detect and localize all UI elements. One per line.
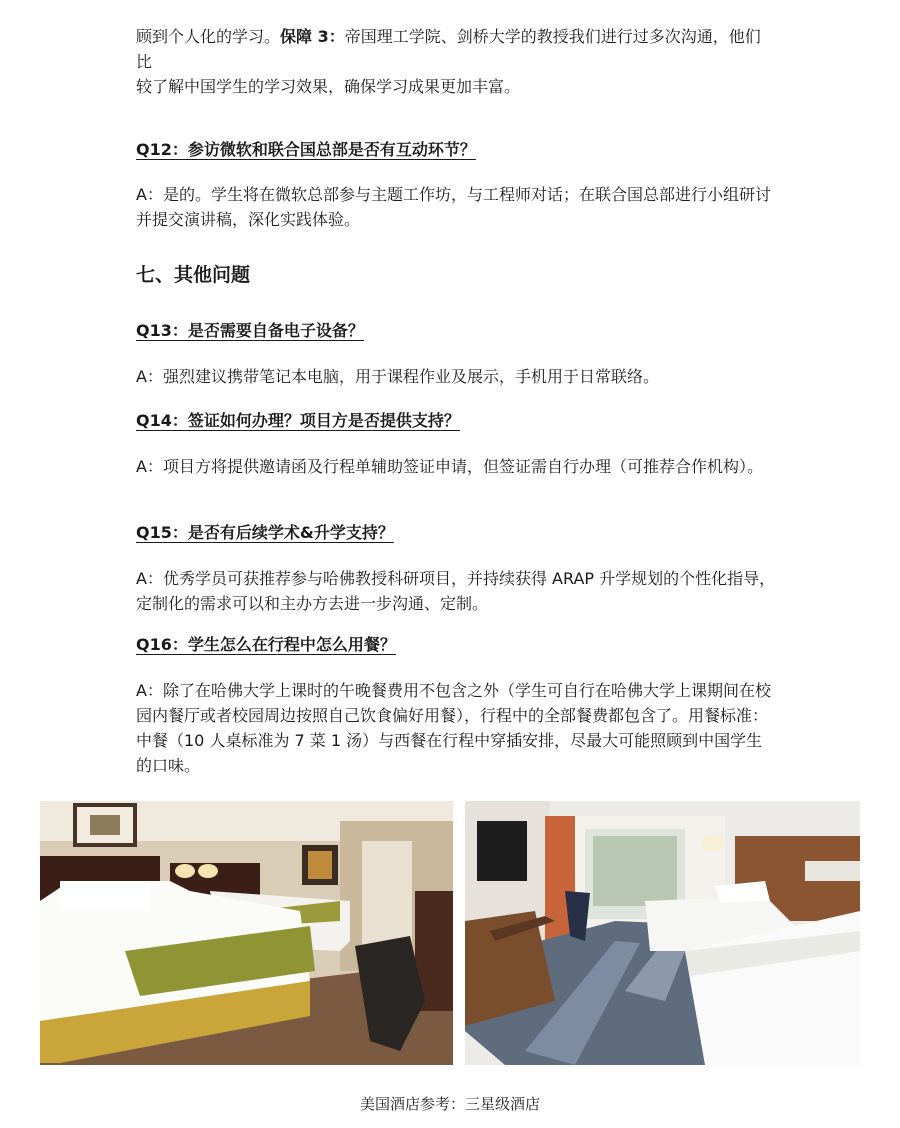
hotel-room-photo-1 — [40, 801, 453, 1065]
intro-text-start: 顾到个人化的学习。 — [136, 27, 281, 46]
q13-question: Q13：是否需要自备电子设备？ — [136, 321, 364, 340]
q15-answer: A：优秀学员可获推荐参与哈佛教授科研项目，并持续获得 ARAP 升学规划的个性化指导，定制化的需求可以和主办方去进一步沟通、定制。 — [136, 569, 776, 613]
intro-text-rest: 帝国理工学院、剑桥大学的教授我们进行过多次沟通，他们比 — [136, 27, 761, 71]
q13-answer: A：强烈建议携带笔记本电脑，用于课程作业及展示，手机用于日常联络。 — [136, 367, 659, 386]
image-caption: 美国酒店参考：三星级酒店 — [359, 1095, 540, 1113]
hotel-room-photo-2 — [465, 801, 860, 1065]
q16-answer: A：除了在哈佛大学上课时的午晚餐费用不包含之外（学生可自行在哈佛大学上课期间在校园内餐厅或者校园周边按照自己饮食偏好用餐），行程中的全部餐费都包含了。用餐标准：中餐（10 人桌标准为 7 菜 1 汤）与西餐在行程中穿插安排，尽最大可能照顾到中国学生的口味。 — [136, 681, 771, 775]
intro-text-line2: 较了解中国学生的学习效果，确保学习成果更加丰富。 — [136, 77, 521, 96]
q14-question: Q14：签证如何办理？项目方是否提供支持？ — [136, 411, 460, 430]
q15-question: Q15：是否有后续学术&升学支持？ — [136, 523, 394, 542]
q14-answer: A：项目方将提供邀请函及行程单辅助签证申请，但签证需自行办理（可推荐合作机构）。 — [136, 457, 763, 476]
guarantee-3-label: 保障 3： — [280, 27, 345, 46]
section-heading: 七、其他问题 — [136, 264, 251, 286]
hotel-room-image-1 — [40, 801, 453, 1065]
hotel-room-image-2 — [465, 801, 860, 1065]
intro-paragraph — [136, 24, 776, 99]
q16-question: Q16：学生怎么在行程中怎么用餐？ — [136, 635, 396, 654]
q12-question: Q12：参访微软和联合国总部是否有互动环节？ — [136, 140, 476, 159]
q12-answer: A：是的。学生将在微软总部参与主题工作坊，与工程师对话；在联合国总部进行小组研讨并提交演讲稿，深化实践体验。 — [136, 185, 771, 229]
